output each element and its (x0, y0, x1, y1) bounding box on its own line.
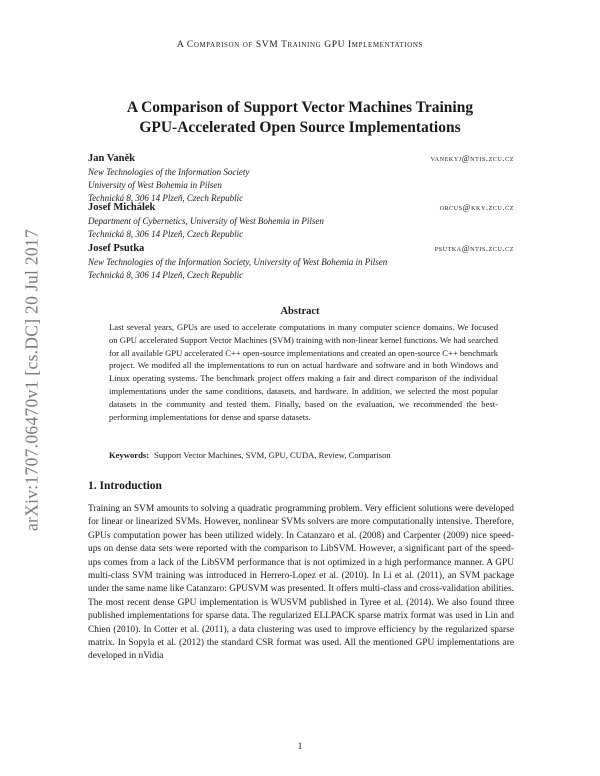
author-affiliation-line: Technická 8, 306 14 Plzeň, Czech Republic (88, 270, 244, 280)
author-block (88, 201, 514, 241)
author-block (88, 242, 514, 282)
section-heading: 1. Introduction (88, 480, 162, 492)
section-text: Training an SVM amounts to solving a quadratic programming problem. Very efficient solutions were developed for linear or linearized SVMs. However, nonlinear SVMs solvers are more computationally intensive. Therefore, GPUs computation power has been utilized widely. In Catanzaro et al. (2008) and Carpenter (2009) nice speed-ups on dense data sets were reported with the comparison to LibSVM. However, a significant part of the speed-ups comes from a lack of the LibSVM performance that is not optimized in a high performance manner. A GPU multi-class SVM training was introduced in Herrero-Lopez et al. (2010). In Li et al. (2011), an SVM package under the same name like Catanzaro: GPUSVM was presented. It offers multi-class and cross-validation abilities. The most recent dense GPU implementation is WUSVM published in Tyree et al. (2014). We also found three published implementations for sparse data. The regularized ELLPACK sparse matrix format was used in Lin and Chien (2010). In Cotter et al. (2011), a data clustering was used to improve efficiency by the regularized sparse matrix. In Sopyla et al. (2012) the standard CSR format was used. All the mentioned GPU implementations are developed in nVidia (88, 504, 514, 662)
keywords (109, 449, 498, 462)
author-affiliation-line: Department of Cybernetics, University of West Bohemia in Pilsen (88, 216, 324, 226)
author-email[interactable]: vanekyj@ntis.zcu.cz (430, 153, 514, 163)
page-number: 1 (297, 742, 303, 752)
paper-title (60, 98, 540, 138)
author-name: Josef Psutka (88, 243, 145, 254)
keywords-label: Keywords: (109, 450, 150, 460)
author-name: Josef Michálek (88, 202, 156, 213)
author-email[interactable]: orcus@kky.zcu.cz (439, 202, 514, 212)
author-email[interactable]: psutka@ntis.zcu.cz (434, 243, 514, 253)
author-affiliation-line: Technická 8, 306 14 Plzeň, Czech Republic (88, 193, 244, 203)
author-name: Jan Vaněk (88, 153, 135, 164)
abstract-heading: Abstract (280, 306, 320, 317)
title-line: A Comparison of Support Vector Machines Training (126, 99, 474, 116)
abstract-text: Last several years, GPUs are used to accelerate computations in many computer science domains. We focused on GPU accelerated Support Vector Machines (SVM) training with non-linear kernel functions. We had searched for all available GPU accelerated C++ open-source implementations and created an open-source C++ benchmark project. We modifed all the implementations to run on actual hardware and software and in both Windows and Linux operating systems. The benchmark project offers making a fair and direct comparison of the individual implementations under the same conditions, datasets, and hardware. In addition, we selected the most popular datasets in the community and tested them. Finally, based on the evaluation, we recommended the best-performing implementations for dense and sparse datasets. (109, 322, 499, 422)
arxiv-stamp (12, 195, 52, 565)
running-head: A Comparison of SVM Training GPU Implementations (176, 40, 424, 50)
author-affiliation-line: Technická 8, 306 14 Plzeň, Czech Republic (88, 229, 244, 239)
author-block (88, 152, 514, 205)
keywords-text: Support Vector Machines, SVM, GPU, CUDA, Review, Comparison (154, 450, 391, 460)
title-line: GPU-Accelerated Open Source Implementations (139, 119, 461, 136)
arxiv-stamp-text: arXiv:1707.06470v1 [cs.DC] 20 Jul 2017 (21, 228, 42, 532)
author-affiliation-line: University of West Bohemia in Pilsen (88, 180, 222, 190)
author-affiliation-line: New Technologies of the Information Society, University of West Bohemia in Pilsen (88, 257, 388, 267)
author-affiliation-line: New Technologies of the Information Society (88, 167, 250, 177)
